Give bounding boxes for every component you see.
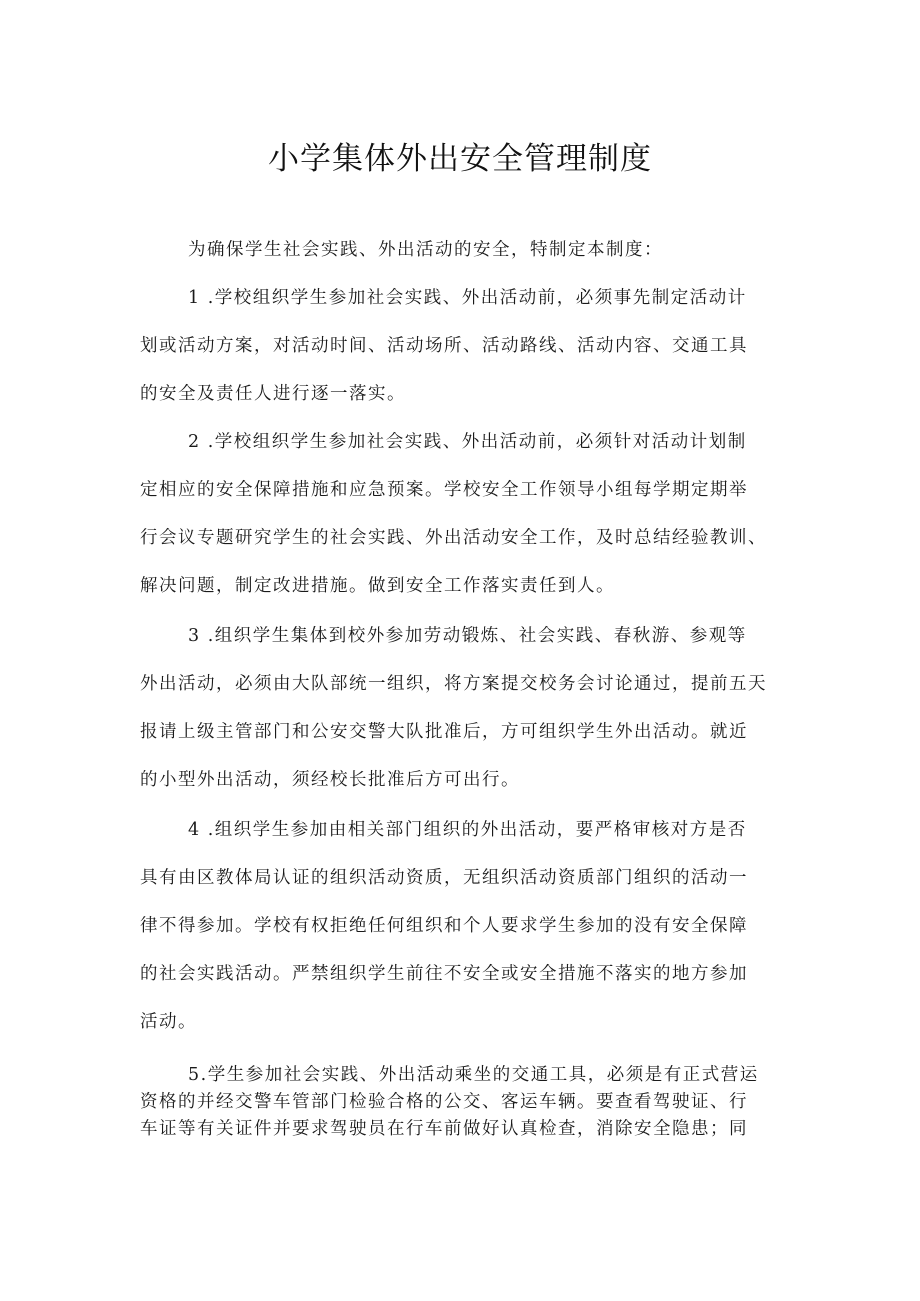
paragraph-line: 划或活动方案，对活动时间、活动场所、活动路线、活动内容、交通工具 bbox=[140, 336, 748, 356]
intro-paragraph bbox=[140, 226, 800, 274]
paragraph-line: 律不得参加。学校有权拒绝任何组织和个人要求学生参加的没有安全保障 bbox=[140, 916, 748, 936]
paragraph-line: 资格的并经交警车管部门检验合格的公交、客运车辆。要查看驾驶证、行 bbox=[140, 1092, 748, 1112]
paragraph-2 bbox=[140, 418, 800, 610]
paragraph-3 bbox=[140, 612, 800, 804]
paragraph-line: 定相应的安全保障措施和应急预案。学校安全工作领导小组每学期定期举 bbox=[140, 480, 748, 500]
paragraph-line: 5.学生参加社会实践、外出活动乘坐的交通工具，必须是有正式营运 bbox=[188, 1065, 759, 1085]
paragraph-line: 1 .学校组织学生参加社会实践、外出活动前，必须事先制定活动计 bbox=[188, 288, 747, 308]
paragraph-line: 4 .组织学生参加由相关部门组织的外出活动，要严格审核对方是否 bbox=[188, 820, 747, 840]
paragraph-1 bbox=[140, 274, 800, 418]
paragraph-line: 具有由区教体局认证的组织活动资质，无组织活动资质部门组织的活动一 bbox=[140, 868, 748, 888]
document-title: 小学集体外出安全管理制度 bbox=[268, 141, 652, 177]
paragraph-line: 解决问题，制定改进措施。做到安全工作落实责任到人。 bbox=[140, 576, 615, 596]
paragraph-line: 活动。 bbox=[140, 1012, 197, 1032]
paragraph-line: 的社会实践活动。严禁组织学生前往不安全或安全措施不落实的地方参加 bbox=[140, 964, 748, 984]
paragraph-line: 车证等有关证件并要求驾驶员在行车前做好认真检查，消除安全隐患；同 bbox=[140, 1119, 748, 1139]
paragraph-line: 2 .学校组织学生参加社会实践、外出活动前，必须针对活动计划制 bbox=[188, 432, 747, 452]
paragraph-line: 报请上级主管部门和公安交警大队批准后，方可组织学生外出活动。就近 bbox=[140, 722, 748, 742]
paragraph-4 bbox=[140, 806, 800, 1046]
paragraph-line: 的安全及责任人进行逐一落实。 bbox=[140, 384, 406, 404]
paragraph-line: 行会议专题研究学生的社会实践、外出活动安全工作，及时总结经验教训、 bbox=[140, 528, 767, 548]
paragraph-line: 外出活动，必须由大队部统一组织，将方案提交校务会讨论通过，提前五天 bbox=[140, 674, 767, 694]
paragraph-5 bbox=[140, 1062, 800, 1143]
paragraph-line: 的小型外出活动，须经校长批准后方可出行。 bbox=[140, 770, 520, 790]
paragraph-line: 3 .组织学生集体到校外参加劳动锻炼、社会实践、春秋游、参观等 bbox=[188, 626, 747, 646]
intro-line: 为确保学生社会实践、外出活动的安全，特制定本制度： bbox=[188, 240, 663, 260]
